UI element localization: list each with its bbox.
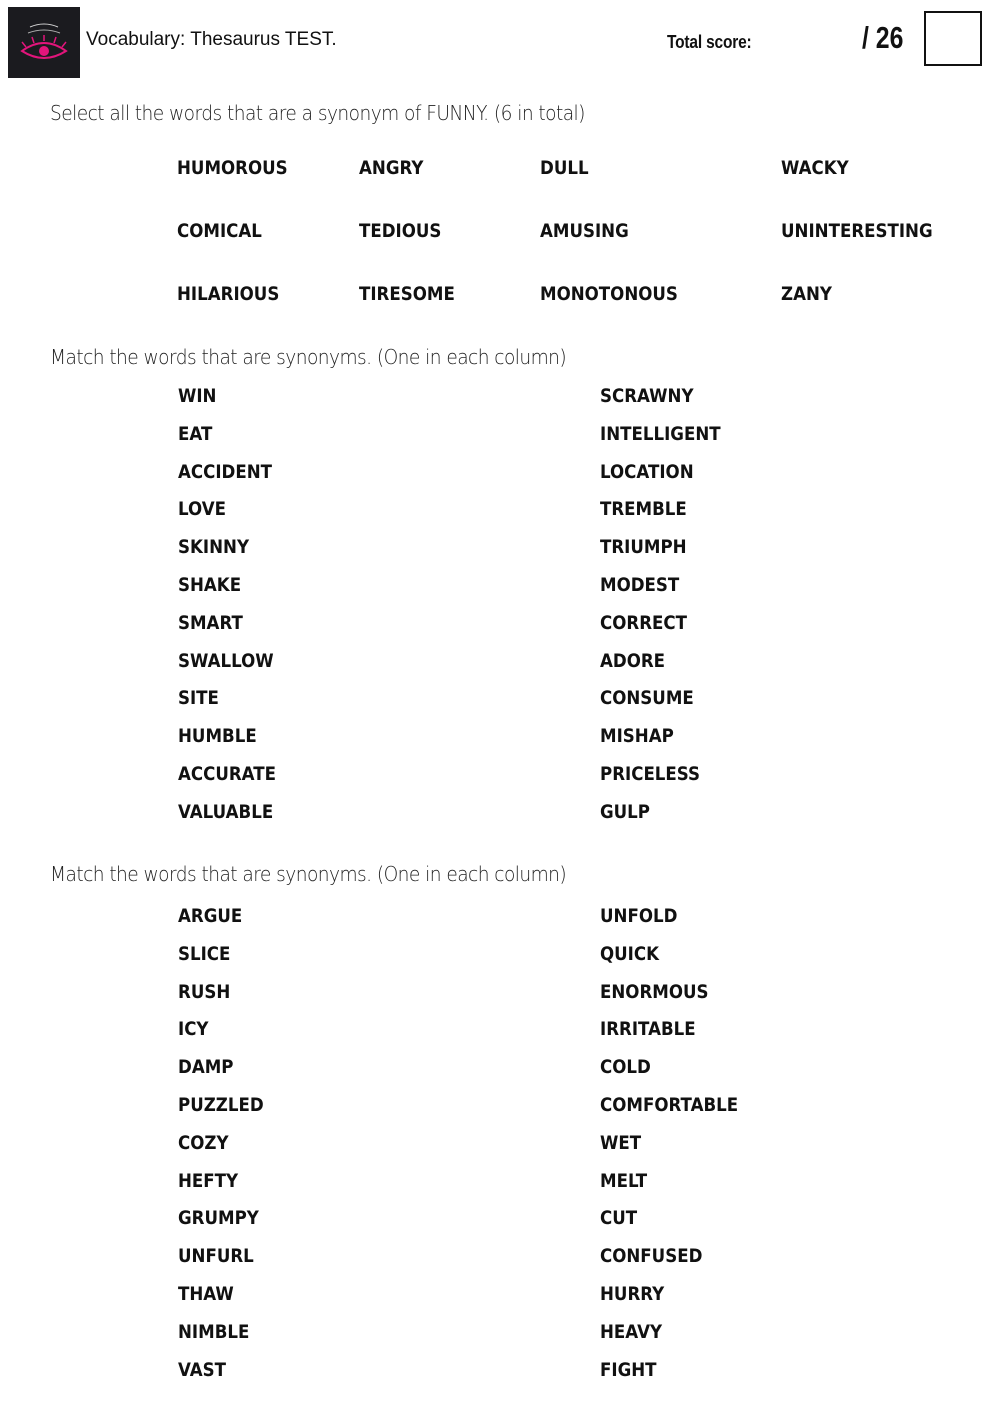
word-option[interactable]: DULL xyxy=(540,158,589,179)
left-column-word[interactable]: SWALLOW xyxy=(178,650,274,672)
right-column-word[interactable]: COLD xyxy=(600,1057,651,1079)
right-column-word[interactable]: CONSUME xyxy=(600,688,694,710)
left-column-word[interactable]: HEFTY xyxy=(178,1170,239,1192)
left-column-word[interactable]: VAST xyxy=(178,1359,226,1381)
right-column-word[interactable]: COMFORTABLE xyxy=(600,1095,739,1116)
left-column-word[interactable]: SKINNY xyxy=(178,537,250,559)
left-column-word[interactable]: ACCIDENT xyxy=(178,461,273,483)
left-column-word[interactable]: LOVE xyxy=(178,499,226,521)
score-total: / 26 xyxy=(862,20,904,55)
left-column-word[interactable]: ARGUE xyxy=(178,906,243,927)
section3-instruction: Match the words that are synonyms. (One in each column) xyxy=(50,862,567,886)
right-column-word[interactable]: MODEST xyxy=(600,575,680,596)
right-column-word[interactable]: HURRY xyxy=(600,1284,665,1305)
right-column-word[interactable]: ENORMOUS xyxy=(600,981,709,1003)
word-option[interactable]: TEDIOUS xyxy=(359,221,442,242)
word-option[interactable]: HILARIOUS xyxy=(177,284,280,305)
right-column-word[interactable]: MISHAP xyxy=(600,726,674,748)
word-option[interactable]: TIRESOME xyxy=(359,284,455,305)
word-option[interactable]: HUMOROUS xyxy=(177,158,288,179)
right-column-word[interactable]: FIGHT xyxy=(600,1359,657,1381)
left-column-word[interactable]: ICY xyxy=(178,1019,209,1041)
right-column-word[interactable]: WET xyxy=(600,1132,642,1154)
right-column-word[interactable]: MELT xyxy=(600,1170,648,1192)
right-column-word[interactable]: CONFUSED xyxy=(600,1246,703,1268)
right-column-word[interactable]: CORRECT xyxy=(600,612,687,634)
right-column-word[interactable]: SCRAWNY xyxy=(600,386,694,407)
right-column-word[interactable]: HEAVY xyxy=(600,1321,663,1343)
right-column-word[interactable]: IRRITABLE xyxy=(600,1019,696,1041)
left-column-word[interactable]: ACCURATE xyxy=(178,764,277,785)
left-column-word[interactable]: PUZZLED xyxy=(178,1095,264,1116)
eye-logo-icon xyxy=(8,7,80,78)
left-column-word[interactable]: UNFURL xyxy=(178,1246,254,1268)
right-column-word[interactable]: ADORE xyxy=(600,650,666,672)
right-column-word[interactable]: TREMBLE xyxy=(600,499,687,521)
word-option[interactable]: ZANY xyxy=(781,284,832,305)
left-column-word[interactable]: DAMP xyxy=(178,1057,234,1079)
left-column-word[interactable]: VALUABLE xyxy=(178,801,274,823)
left-column-word[interactable]: HUMBLE xyxy=(178,726,257,748)
left-column-word[interactable]: RUSH xyxy=(178,981,231,1003)
left-column-word[interactable]: SMART xyxy=(178,612,243,634)
logo xyxy=(8,7,80,78)
document-title: Vocabulary: Thesaurus TEST. xyxy=(86,29,337,50)
score-input-box[interactable] xyxy=(924,11,982,66)
right-column-word[interactable]: INTELLIGENT xyxy=(600,423,721,445)
right-column-word[interactable]: QUICK xyxy=(600,943,659,965)
left-column-word[interactable]: GRUMPY xyxy=(178,1208,259,1230)
section1-instruction: Select all the words that are a synonym of FUNNY. (6 in total) xyxy=(50,101,585,125)
word-option[interactable]: UNINTERESTING xyxy=(781,221,933,242)
left-column-word[interactable]: SHAKE xyxy=(178,575,242,596)
left-column-word[interactable]: NIMBLE xyxy=(178,1321,250,1343)
score-label: Total score: xyxy=(667,32,752,52)
left-column-word[interactable]: SITE xyxy=(178,688,219,710)
right-column-word[interactable]: CUT xyxy=(600,1208,638,1230)
left-column-word[interactable]: EAT xyxy=(178,423,213,445)
section2-instruction: Match the words that are synonyms. (One in each column) xyxy=(50,345,567,369)
word-option[interactable]: WACKY xyxy=(781,158,849,179)
right-column-word[interactable]: GULP xyxy=(600,801,651,823)
word-option[interactable]: AMUSING xyxy=(540,221,629,242)
right-column-word[interactable]: UNFOLD xyxy=(600,906,678,927)
left-column-word[interactable]: WIN xyxy=(178,386,217,407)
word-option[interactable]: ANGRY xyxy=(359,158,424,179)
left-column-word[interactable]: THAW xyxy=(178,1284,234,1305)
left-column-word[interactable]: COZY xyxy=(178,1132,229,1154)
right-column-word[interactable]: TRIUMPH xyxy=(600,537,687,559)
right-column-word[interactable]: LOCATION xyxy=(600,461,694,483)
word-option[interactable]: MONOTONOUS xyxy=(540,284,678,305)
left-column-word[interactable]: SLICE xyxy=(178,943,231,965)
right-column-word[interactable]: PRICELESS xyxy=(600,764,701,785)
word-option[interactable]: COMICAL xyxy=(177,221,262,242)
